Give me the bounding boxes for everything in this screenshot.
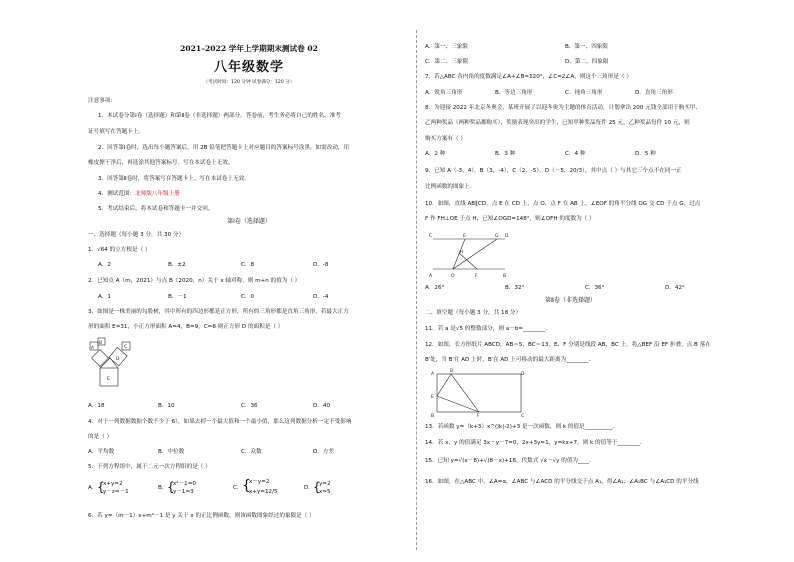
question-4-line: 的是（ ）: [88, 434, 113, 440]
question-16: 16．如图，在△ABC 中，∠A=α，∠ABC 与∠ACD 的平分线交于点 A₁，得∠A₁；∠A₁BC 与∠A₁CD 的平分线: [425, 479, 699, 485]
subject-title: 八年级数学: [213, 60, 284, 75]
fig-label-f: F: [475, 274, 478, 279]
question-10-line: F 作 FH⊥OE 于点 H，已知∠OGD=148°，则∠OFH 的度数为（ ）: [425, 216, 595, 222]
fig-label-e: E: [463, 234, 466, 239]
q7-option-b[interactable]: B．等边三角形: [495, 90, 533, 96]
fig-label-c: C: [521, 414, 525, 418]
q1-option-b[interactable]: B．±2: [168, 262, 186, 268]
q3-option-c[interactable]: C．36: [241, 403, 258, 409]
q5-d-letter: D．: [304, 485, 314, 491]
q2-option-a[interactable]: A．1: [98, 294, 111, 300]
q10-option-c[interactable]: C．36°: [585, 285, 605, 291]
q5-b-eq1: x²－1=0: [173, 481, 196, 487]
note-line: 证号填写在答题卡上。: [88, 129, 144, 135]
q5-b-letter: B．: [158, 485, 168, 491]
q6-option-a[interactable]: A．第一、三象限: [425, 44, 468, 50]
note-line: 橡皮擦干净后，再选涂其他答案标号。写在本试卷上无效。: [88, 160, 234, 166]
q8-option-a[interactable]: A．2 种: [425, 151, 446, 157]
right-column: [425, 0, 785, 562]
q4-option-c[interactable]: C．众数: [241, 449, 262, 455]
question-13: 13．若函数 y=（k+3）x^(|k|-2)+3 是一次函数，则 k 的值是__________．: [425, 424, 619, 430]
pythagoras-tree-figure: [88, 336, 148, 396]
note-line: 1．本试卷分第Ⅰ卷（选择题）和第Ⅱ卷（非选择题）两部分。答卷前，考生务必将自己的姓名、准考: [98, 113, 341, 119]
question-8-line: 8．为迎接 2022 年北京冬奥会，某班开展了以迎冬奥为主题的体育活动，计划拿出 200 元钱全部用于购买甲、: [425, 105, 702, 111]
question-7: 7．若△ABC 各内角的度数满足∠A+∠B=120°，∠C=2∠A，则这个三角形是（ ）: [425, 74, 632, 80]
question-3-line: 形的面积 E=31，小正方形面积 A=4，B=9，C=8 则正方形 D 的面积是（ ）: [88, 324, 284, 330]
q5-d-eq1: y=2: [319, 481, 331, 487]
q5-b-eq2: y－1=3: [173, 489, 194, 495]
fig-label-b-prime: B′: [450, 369, 455, 374]
question-10-line: 10．如图，直线 AB∥CD，点 E 在 CD 上，点 O、点 F 在 AB 上，∠EOF 的角平分线 OG 交 CD 于点 G，过点: [425, 201, 701, 207]
q4-option-a[interactable]: A．平均数: [88, 449, 115, 455]
notes-heading: 注意事项：: [88, 98, 116, 104]
q5-c-eq2: x+y=12/5: [249, 489, 278, 495]
column-divider: [416, 30, 417, 550]
q8-option-c[interactable]: C．4 种: [565, 151, 586, 157]
q2-option-b[interactable]: B．－1: [168, 294, 187, 300]
q7-option-c[interactable]: C．钝角三角形: [565, 90, 603, 96]
q7-option-d[interactable]: D．直角三角形: [635, 90, 673, 96]
q3-option-a[interactable]: A．18: [88, 403, 105, 409]
fig-label-b: B: [431, 414, 435, 418]
q10-option-a[interactable]: A．26°: [425, 285, 445, 291]
left-column: [88, 0, 410, 562]
fig-label-o: O: [451, 274, 455, 279]
q5-c-eq1: x－y=2: [249, 479, 270, 485]
question-11: 11．若 a 是√5 的整数部分，则 a－b=________．: [425, 326, 551, 332]
q2-option-d[interactable]: D．-4: [313, 294, 329, 300]
q5-c-letter: C．: [233, 485, 243, 491]
part2-title: 第Ⅱ卷（非选择题）: [545, 297, 596, 304]
fig-label-c: C: [124, 345, 128, 350]
brace-icon: {: [242, 478, 251, 494]
question-9-line: 9．已知 A（-3，4），B（3，-4），C（2，-5），D（－5，20/3），其中点（ ）与其它三个点不在同一正: [425, 168, 682, 174]
question-9-line: 比例函数的图象上.: [425, 184, 472, 190]
brace-icon: {: [167, 480, 175, 494]
rectangle-fold-figure: [429, 366, 525, 418]
q5-d-eq2: x=5: [319, 489, 331, 495]
question-1: 1．√64 的立方根是（ ）: [88, 247, 151, 253]
q5-a-eq1: x+y=2: [103, 481, 123, 487]
q3-option-d[interactable]: D．40: [313, 403, 331, 409]
fig-label-e: E: [107, 377, 110, 382]
question-6: 6．若 y=（m－1）x+m²－1 是 y 关于 x 的正比例函数，则该函数图象经过的象限是（ ）: [88, 513, 315, 519]
q10-option-d[interactable]: D．42°: [665, 285, 685, 291]
section-heading: 一、选择题（每小题 3 分，共 30 分）: [88, 232, 185, 238]
brace-icon: {: [313, 480, 321, 494]
question-12-line: B′处，当 B′在 AD 上时，B′在 AD 上可移动的最大距离为________．: [425, 357, 595, 363]
q8-option-b[interactable]: B．3 种: [495, 151, 516, 157]
note-line: 5．考试结束后，将本试卷和答题卡一并交回。: [98, 206, 214, 212]
question-8-line: 乙两种奖品（两种奖品都购买），奖励表现突出的学生，已知甲种奖品每件 25 元，乙种奖品每件 10 元，则: [425, 120, 690, 126]
q4-option-b[interactable]: B．中位数: [158, 449, 185, 455]
fig-label-f: F: [477, 414, 480, 418]
fig-label-a: A: [431, 372, 435, 377]
question-2: 2．已知点 A（m，2021）与点 B（2020，n）关于 x 轴对称，则 m+n 的值为（ ）: [88, 278, 301, 284]
fig-label-a: A: [429, 274, 433, 279]
fig-label-d: D: [116, 357, 120, 362]
fig-label-g: G: [495, 234, 499, 239]
q3-option-b[interactable]: B．10: [158, 403, 175, 409]
fig-label-b: B: [503, 274, 507, 279]
exam-title: 2021–2022 学年上学期期末测试卷 02: [180, 44, 318, 53]
q7-option-a[interactable]: A．锐角三角形: [425, 90, 463, 96]
note-line: 3．回答第Ⅱ卷时，将答案写在答题卡上。写在本试卷上无效。: [98, 176, 250, 182]
parallel-lines-figure: [429, 229, 509, 279]
note-scope-label: 4．测试范围：: [98, 191, 136, 197]
fig-label-a: A: [91, 346, 95, 351]
part1-title: 第Ⅰ卷（选择题）: [227, 218, 271, 225]
q8-option-d[interactable]: D．5 种: [635, 151, 656, 157]
q4-option-d[interactable]: D．方差: [313, 449, 335, 455]
q2-option-c[interactable]: C．0: [241, 294, 255, 300]
exam-info: （考试时间：120 分钟 试卷满分：120 分）: [203, 80, 295, 85]
note-line: [98, 191, 180, 198]
question-12-line: 12．如图，长方形纸片 ABCD，AB＝5，BC＝13，E、F 分别是线段 AB、BC 上，将△BEF 沿 EF 折叠，点 B 落在: [425, 342, 711, 348]
question-8-line: 购买方案有（ ）: [425, 136, 466, 142]
q6-option-d[interactable]: D．第二、四象限: [565, 59, 609, 65]
fig-label-c: C: [429, 234, 433, 239]
section-heading: 二、填空题（每小题 3 分，共 18 分）: [425, 310, 522, 316]
note-line: 2．回答第Ⅰ卷时，选出每小题答案后，用 2B 铅笔把答题卡上对应题目的答案标号涂黑。如需改动，用: [98, 145, 350, 151]
brace-icon: {: [97, 480, 105, 494]
q1-option-a[interactable]: A．2: [98, 262, 111, 268]
question-14: 14．若 x，y 的值满足 3x－y－7=0，2x+3y=1，y=kx+7，则 k 的值等于________．: [425, 440, 646, 446]
question-4-line: 4．对于一列数据数据个数不少于 6），如果去掉一个最大值和一个最小值，那么这列数据分析一定不受影响: [88, 419, 352, 425]
test-scope: 北师版八年级上册: [135, 191, 180, 197]
fig-label-h: H: [460, 250, 464, 255]
q6-option-b[interactable]: B．第一、四象限: [565, 44, 608, 50]
q10-option-b[interactable]: B．32°: [505, 285, 525, 291]
fig-label-e: E: [431, 395, 434, 400]
q5-a-letter: A．: [88, 485, 98, 491]
question-3-line: 3．如图是一株美丽的勾股树，其中所有的四边形都是正方形，所有的三角形都是直角三角形，若最大正方: [88, 309, 349, 315]
fig-label-d: D: [521, 372, 525, 377]
q1-option-d[interactable]: D．-8: [313, 262, 329, 268]
fig-label-b: B: [99, 341, 103, 346]
question-15: 15．已知 y=√(x－8)+√(8－x)+18，代数式 √x－√y 的值为____．: [425, 458, 595, 464]
q6-option-c[interactable]: C．第二、三象限: [425, 59, 469, 65]
fig-label-d: D: [505, 234, 509, 239]
question-5: 5．下列方程组中，属于二元一次方程组的是（ ）: [88, 464, 211, 470]
q5-a-eq2: y－z=－1: [103, 489, 129, 495]
q1-option-c[interactable]: C．8: [241, 262, 255, 268]
